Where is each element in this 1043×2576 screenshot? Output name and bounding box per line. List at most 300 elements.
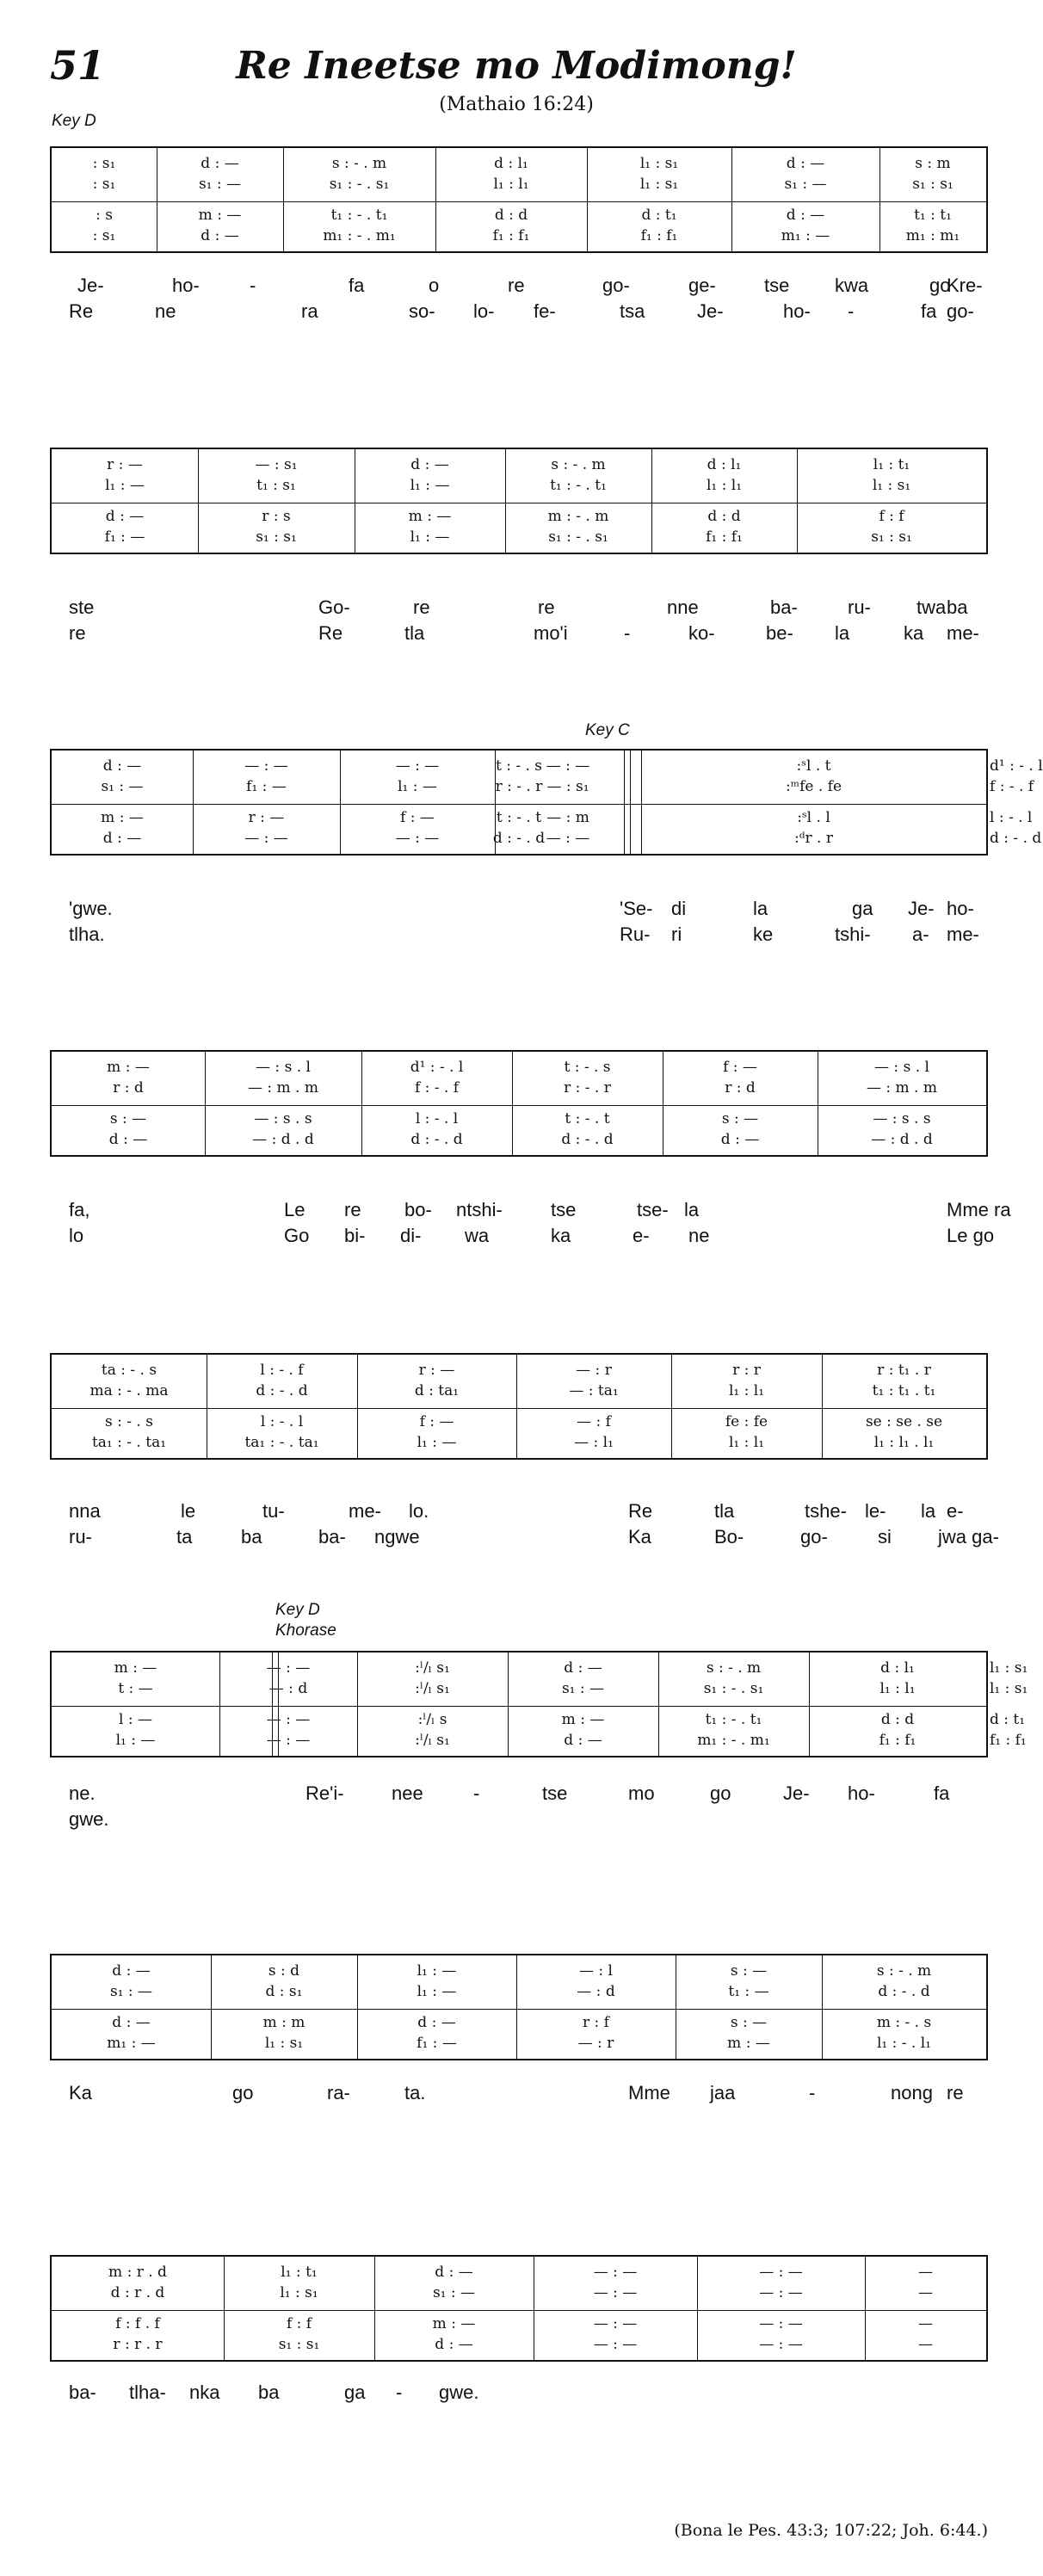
barline xyxy=(361,1052,362,1155)
note-group: d : r . d xyxy=(110,2284,165,2301)
note-group: s : — xyxy=(721,1110,759,1127)
note-group: f₁ : — xyxy=(104,528,145,546)
lyric-line xyxy=(69,621,981,646)
note-group: t₁ : t₁ . t₁ xyxy=(872,1382,936,1399)
note-group: — : — xyxy=(546,757,590,775)
barline xyxy=(357,1955,358,2059)
lyric-syllable: ta. xyxy=(404,2082,426,2103)
lyric-syllable: so- xyxy=(409,300,435,322)
lyric-syllable: lo- xyxy=(473,300,495,322)
lyric-syllable: nna xyxy=(69,1500,101,1522)
note-group: — : — xyxy=(593,2264,638,2281)
lyric-syllable: go- xyxy=(947,300,974,322)
note-group: — : s₁ xyxy=(255,456,298,473)
note-group: — : l₁ xyxy=(574,1434,614,1451)
note-group: — : — xyxy=(244,830,288,847)
note-group: m₁ : m₁ xyxy=(905,227,960,244)
lyric-syllable: Ru- xyxy=(620,924,651,945)
note-group: l₁ : s₁ xyxy=(990,1680,1028,1697)
note-group: l : - . l xyxy=(260,1413,304,1430)
note-group: ta₁ : - . ta₁ xyxy=(244,1434,319,1451)
note-group: — : d xyxy=(577,1983,615,2000)
note-group: — : m . m xyxy=(867,1079,937,1096)
note-group: d : — xyxy=(112,2014,151,2031)
note-group: — : m . m xyxy=(248,1079,318,1096)
note-group: d : — xyxy=(105,508,145,525)
note-group: l₁ : t₁ xyxy=(281,2264,318,2281)
note-group: m : — xyxy=(107,1059,150,1076)
lyric-syllable: - xyxy=(250,275,256,296)
lyric-syllable: Go xyxy=(284,1225,310,1246)
lyric-syllable: nka xyxy=(189,2381,220,2403)
lyric-line xyxy=(69,2381,981,2405)
lyric-syllable: ntshi- xyxy=(456,1199,503,1220)
note-group: — : m xyxy=(546,809,589,826)
lyric-syllable: ri xyxy=(671,924,682,945)
note-group: l₁ : s₁ xyxy=(639,176,679,193)
lyric-syllable: a- xyxy=(912,924,929,945)
note-group: d¹ : - . l xyxy=(410,1059,464,1076)
lyric-line xyxy=(69,1224,995,1248)
lyric-syllable: nee xyxy=(392,1782,423,1804)
note-group: s₁ : s₁ xyxy=(871,528,912,546)
score-system xyxy=(50,146,988,253)
lyric-syllable: Le go xyxy=(947,1225,995,1246)
barline xyxy=(671,1355,672,1458)
note-group: d : t₁ xyxy=(641,207,677,224)
barline xyxy=(658,1652,659,1756)
note-group: t : - . t xyxy=(565,1110,610,1127)
lyric-syllable: fa xyxy=(921,300,937,322)
note-group: r : r . r xyxy=(113,2336,163,2353)
lyric-syllable: be- xyxy=(766,622,793,644)
lyric-syllable: fa xyxy=(349,275,365,296)
note-group: d : — xyxy=(102,830,142,847)
lyric-syllable: ba- xyxy=(318,1526,346,1547)
lyric-syllable: Re xyxy=(318,622,343,644)
note-group: — : s . l xyxy=(874,1059,929,1076)
barline xyxy=(822,1355,823,1458)
lyric-syllable: go xyxy=(929,275,951,296)
voice-divider xyxy=(52,2009,986,2010)
note-group: d : l₁ xyxy=(494,155,528,172)
lyric-line xyxy=(69,1525,999,1549)
note-group: d : — xyxy=(786,207,825,224)
note-group: m : m xyxy=(262,2014,305,2031)
barline xyxy=(357,1355,358,1458)
note-group: m₁ : - . m₁ xyxy=(323,227,396,244)
lyric-syllable: Ka xyxy=(628,1526,651,1547)
lyric-syllable: ra xyxy=(301,300,318,322)
note-group: s₁ : — xyxy=(432,2284,476,2301)
note-group: : s xyxy=(96,207,113,224)
score-system xyxy=(50,448,988,554)
note-group: — : — xyxy=(266,1711,311,1728)
lyric-syllable: ho- xyxy=(947,898,974,919)
note-group: l₁ : — xyxy=(115,1732,156,1749)
lyric-syllable: di- xyxy=(400,1225,422,1246)
lyric-syllable: tse xyxy=(551,1199,577,1220)
barline xyxy=(809,1652,810,1756)
lyric-syllable: tlha. xyxy=(69,924,105,945)
barline xyxy=(512,1052,513,1155)
barline xyxy=(697,2257,698,2360)
lyric-syllable: ka xyxy=(551,1225,571,1246)
note-group: f₁ : f₁ xyxy=(640,227,678,244)
barline xyxy=(651,449,652,553)
lyric-syllable: jaa xyxy=(710,2082,736,2103)
lyric-syllable: ba- xyxy=(770,596,798,618)
lyric-syllable: ga xyxy=(344,2381,366,2403)
lyric-syllable: jwa ga- xyxy=(938,1526,999,1547)
lyric-syllable: ste xyxy=(69,596,95,618)
note-group: — : d . d xyxy=(871,1131,933,1148)
lyric-syllable: re xyxy=(538,596,555,618)
note-group: m : — xyxy=(101,809,144,826)
lyric-syllable: re xyxy=(947,2082,964,2103)
lyric-syllable: ko- xyxy=(688,622,715,644)
note-group: d : — xyxy=(720,1131,760,1148)
note-group: :ˢl . l xyxy=(797,809,830,826)
note-group: d : — xyxy=(564,1659,602,1677)
lyric-syllable: e- xyxy=(947,1500,964,1522)
lyric-syllable: le- xyxy=(865,1500,886,1522)
lyric-syllable: la xyxy=(684,1199,700,1220)
note-group: — : — xyxy=(759,2336,803,2353)
note-group: d : — xyxy=(435,2336,473,2353)
note-group: — : — xyxy=(593,2315,638,2332)
lyric-line xyxy=(69,1198,1011,1222)
voice-divider xyxy=(52,1105,986,1106)
lyric-syllable: kwa xyxy=(835,275,869,296)
lyric-syllable: Mme ra xyxy=(947,1199,1011,1220)
note-group: : s₁ xyxy=(92,155,116,172)
note-group: d : d xyxy=(880,1711,915,1728)
lyric-syllable: Bo- xyxy=(714,1526,744,1547)
note-group: s₁ : s₁ xyxy=(278,2336,320,2353)
note-group: t : — xyxy=(118,1680,153,1697)
note-group: s₁ : s₁ xyxy=(256,528,297,546)
score-system xyxy=(50,1651,1028,1757)
lyric-syllable: - xyxy=(624,622,631,644)
note-group: — : r xyxy=(577,2035,614,2052)
barline xyxy=(822,1955,823,2059)
lyric-syllable: Je- xyxy=(77,275,104,296)
note-group: — xyxy=(918,2336,933,2353)
note-group: m₁ : — xyxy=(107,2035,156,2052)
lyric-syllable: si xyxy=(878,1526,892,1547)
note-group: l₁ : l₁ xyxy=(728,1382,765,1399)
note-group: s₁ : — xyxy=(101,778,144,795)
note-group: s₁ : — xyxy=(561,1680,605,1697)
barline xyxy=(198,449,199,553)
lyric-syllable: - xyxy=(848,300,855,322)
lyric-syllable: ne xyxy=(155,300,176,322)
lyric-syllable: lo. xyxy=(409,1500,429,1522)
note-group: fe : fe xyxy=(725,1413,768,1430)
note-group: r : — xyxy=(248,809,285,826)
note-group: l₁ : — xyxy=(410,477,450,494)
note-group: m : - . m xyxy=(547,508,609,525)
lyric-syllable: bo- xyxy=(404,1199,432,1220)
lyric-syllable: gwe. xyxy=(69,1808,109,1830)
lyric-syllable: - xyxy=(809,2082,816,2103)
lyric-syllable: me- xyxy=(349,1500,381,1522)
lyric-syllable: ga xyxy=(852,898,873,919)
lyric-syllable: ba xyxy=(258,2381,280,2403)
lyric-syllable: tshi- xyxy=(835,924,871,945)
barline xyxy=(797,449,798,553)
lyric-syllable: ge- xyxy=(688,275,716,296)
note-group: m : — xyxy=(114,1659,157,1677)
lyric-syllable: o xyxy=(429,275,440,296)
lyric-line xyxy=(69,274,981,298)
note-group: d : — xyxy=(112,1962,151,1980)
note-group: m : — xyxy=(408,508,452,525)
lyric-syllable: gwe. xyxy=(439,2381,479,2403)
barline xyxy=(879,148,880,251)
note-group: t₁ : — xyxy=(728,1983,769,2000)
lyric-syllable: ra- xyxy=(327,2082,350,2103)
lyric-syllable: 'gwe. xyxy=(69,898,113,919)
score-system xyxy=(50,2255,988,2362)
note-group: :ˡ/ₗ s₁ xyxy=(415,1680,450,1697)
lyric-syllable: ta xyxy=(176,1526,193,1547)
note-group: d : — xyxy=(435,2264,473,2281)
note-group: f : f xyxy=(286,2315,312,2332)
lyric-line xyxy=(69,923,981,947)
note-group: ta : - . s xyxy=(101,1362,157,1379)
lyric-syllable: Kre- xyxy=(947,275,983,296)
lyric-syllable: Je- xyxy=(783,1782,810,1804)
note-group: :ˡ/ₗ s xyxy=(417,1711,447,1728)
note-group: d : - . d xyxy=(256,1382,308,1399)
note-group: d : - . d xyxy=(410,1131,463,1148)
note-group: l₁ : — xyxy=(410,528,450,546)
lyric-syllable: fa, xyxy=(69,1199,90,1220)
lyric-syllable: e- xyxy=(633,1225,650,1246)
barline xyxy=(435,148,436,251)
note-group: l₁ : l₁ xyxy=(493,176,529,193)
note-group: d : d xyxy=(494,207,528,224)
note-group: l₁ : l₁ xyxy=(879,1680,916,1697)
note-group: f : f xyxy=(879,508,904,525)
barline xyxy=(731,148,732,251)
note-group: :ˡ/ₗ s₁ xyxy=(415,1732,450,1749)
lyric-syllable: tshe- xyxy=(805,1500,847,1522)
lyric-syllable: Le xyxy=(284,1199,305,1220)
note-group: l₁ : s₁ xyxy=(639,155,679,172)
note-group: l₁ : l₁ xyxy=(706,477,743,494)
note-group: r : s xyxy=(262,508,291,525)
voice-divider xyxy=(52,804,986,805)
note-group: f : — xyxy=(723,1059,757,1076)
note-group: m : — xyxy=(432,2315,476,2332)
note-group: d : — xyxy=(201,155,239,172)
note-group: s : d xyxy=(268,1962,300,1980)
lyric-syllable: twa xyxy=(916,596,947,618)
note-group: — : — xyxy=(266,1732,311,1749)
lyric-syllable: ba xyxy=(947,596,968,618)
note-group: s : - . m xyxy=(331,155,387,172)
note-group: f : f . f xyxy=(115,2315,160,2332)
note-group: s₁ : - . s₁ xyxy=(329,176,390,193)
note-group: l₁ : — xyxy=(398,778,437,795)
lyric-syllable: re xyxy=(508,275,525,296)
lyric-syllable: di xyxy=(671,898,687,919)
note-group: l : - . l xyxy=(415,1110,459,1127)
note-group: l₁ : - . l₁ xyxy=(877,2035,931,2052)
note-group: d : t₁ xyxy=(990,1711,1026,1728)
lyric-syllable: ba- xyxy=(69,2381,96,2403)
note-group: t : - . s xyxy=(564,1059,611,1076)
note-group: m₁ : — xyxy=(781,227,830,244)
lyric-syllable: - xyxy=(396,2381,403,2403)
lyric-line xyxy=(69,300,981,324)
note-group: s : m xyxy=(915,155,951,172)
lyric-syllable: Je- xyxy=(908,898,935,919)
lyric-syllable: ne. xyxy=(69,1782,96,1804)
barline xyxy=(219,1652,220,1756)
lyric-syllable: le xyxy=(181,1500,196,1522)
lyric-syllable: Mme xyxy=(628,2082,670,2103)
note-group: r : - . r xyxy=(564,1079,611,1096)
note-group: d : — xyxy=(108,1131,148,1148)
lyric-syllable: tse- xyxy=(637,1199,669,1220)
cross-references: (Bona le Pes. 43:3; 107:22; Joh. 6:44.) xyxy=(674,2521,988,2540)
note-group: l₁ : s₁ xyxy=(280,2284,318,2301)
lyric-syllable: re xyxy=(413,596,430,618)
barline xyxy=(357,1652,358,1756)
note-group: — : d xyxy=(268,1680,308,1697)
note-group: m : — xyxy=(561,1711,605,1728)
note-group: t₁ : - . t₁ xyxy=(705,1711,762,1728)
note-group: s : — xyxy=(730,1962,768,1980)
lyric-syllable: Re'i- xyxy=(305,1782,344,1804)
note-group: d : ta₁ xyxy=(414,1382,460,1399)
note-group: s : — xyxy=(109,1110,147,1127)
voice-divider xyxy=(52,201,986,202)
barline xyxy=(508,1652,509,1756)
note-group: f : - . f xyxy=(990,778,1034,795)
lyric-line xyxy=(69,1499,981,1523)
note-group: : s₁ xyxy=(92,227,116,244)
note-group: t₁ : t₁ xyxy=(914,207,952,224)
lyric-syllable: fe- xyxy=(534,300,556,322)
note-group: d : - . d xyxy=(878,1983,930,2000)
note-group: s : - . m xyxy=(551,456,606,473)
note-group: — : r xyxy=(576,1362,612,1379)
note-group: ma : - . ma xyxy=(89,1382,169,1399)
note-group: — xyxy=(918,2284,933,2301)
lyric-syllable: ne xyxy=(688,1225,710,1246)
note-group: :ᵈr . r xyxy=(794,830,833,847)
lyric-syllable: re xyxy=(344,1199,361,1220)
note-group: s₁ : - . s₁ xyxy=(548,528,608,546)
lyric-syllable: tlha- xyxy=(129,2381,166,2403)
note-group: — : — xyxy=(266,1659,311,1677)
lyric-syllable: me- xyxy=(947,622,979,644)
key-label: Key D xyxy=(52,112,96,130)
note-group: m : - . s xyxy=(876,2014,932,2031)
note-group: f₁ : — xyxy=(246,778,287,795)
lyric-syllable: nne xyxy=(667,596,699,618)
note-group: d : d xyxy=(707,508,741,525)
note-group: l₁ : s₁ xyxy=(872,477,911,494)
note-group: d : l₁ xyxy=(707,456,742,473)
note-group: d¹ : - . l xyxy=(990,757,1043,775)
note-group: d : — xyxy=(201,227,239,244)
note-group: — : s . l xyxy=(256,1059,311,1076)
note-group: d : — xyxy=(102,757,142,775)
lyric-syllable: 'Se- xyxy=(620,898,653,919)
barline xyxy=(224,2257,225,2360)
lyric-syllable: ke xyxy=(753,924,774,945)
note-group: m : — xyxy=(198,207,242,224)
lyric-syllable: fa xyxy=(934,1782,950,1804)
lyric-syllable: lo xyxy=(69,1225,84,1246)
note-group: :ˢl . t xyxy=(796,757,831,775)
note-group: t₁ : s₁ xyxy=(256,477,296,494)
note-group: l : - . f xyxy=(260,1362,304,1379)
barline xyxy=(205,1052,206,1155)
note-group: — : s . s xyxy=(873,1110,931,1127)
note-group: s₁ : s₁ xyxy=(912,176,954,193)
note-group: f : - . f xyxy=(414,1079,460,1096)
lyric-line xyxy=(69,2081,981,2105)
lyric-syllable: Ka xyxy=(69,2082,92,2103)
note-group: s₁ : — xyxy=(784,176,827,193)
note-group: : s₁ xyxy=(92,176,116,193)
note-group: d : s₁ xyxy=(265,1983,303,2000)
note-group: — : — xyxy=(244,757,288,775)
note-group: f₁ : f₁ xyxy=(706,528,743,546)
lyric-line xyxy=(69,897,981,921)
note-group: — : — xyxy=(759,2315,803,2332)
note-group: :ˡ/ₗ s₁ xyxy=(415,1659,450,1677)
note-group: l₁ : — xyxy=(417,1962,457,1980)
note-group: l₁ : — xyxy=(417,1434,457,1451)
note-group: s : - . m xyxy=(706,1659,762,1677)
lyric-line xyxy=(69,596,981,620)
note-group: r : — xyxy=(107,456,143,473)
note-group: t₁ : - . t₁ xyxy=(330,207,388,224)
lyric-syllable: tsa xyxy=(620,300,645,322)
note-group: — : — xyxy=(593,2336,638,2353)
note-group: r : f xyxy=(583,2014,609,2031)
lyric-syllable: tla xyxy=(404,622,425,644)
note-group: l₁ : l₁ xyxy=(728,1434,765,1451)
note-group: s : — xyxy=(730,2014,768,2031)
note-group: l₁ : t₁ xyxy=(873,456,910,473)
lyric-syllable: me- xyxy=(947,924,979,945)
lyric-syllable: ka xyxy=(904,622,924,644)
voice-divider xyxy=(52,1408,986,1409)
note-group: f : — xyxy=(400,809,435,826)
lyric-syllable: go- xyxy=(800,1526,828,1547)
lyric-syllable: ho- xyxy=(848,1782,875,1804)
note-group: d : l₁ xyxy=(880,1659,915,1677)
voice-divider xyxy=(52,2310,986,2311)
note-group: s : - . m xyxy=(876,1962,932,1980)
voice-divider xyxy=(52,1706,986,1707)
note-group: s : - . s xyxy=(105,1413,153,1430)
note-group: l₁ : — xyxy=(417,1983,457,2000)
barline xyxy=(516,1355,517,1458)
lyric-syllable: Je- xyxy=(697,300,724,322)
note-group: — : — xyxy=(395,830,440,847)
note-group: t₁ : - . t₁ xyxy=(550,477,607,494)
